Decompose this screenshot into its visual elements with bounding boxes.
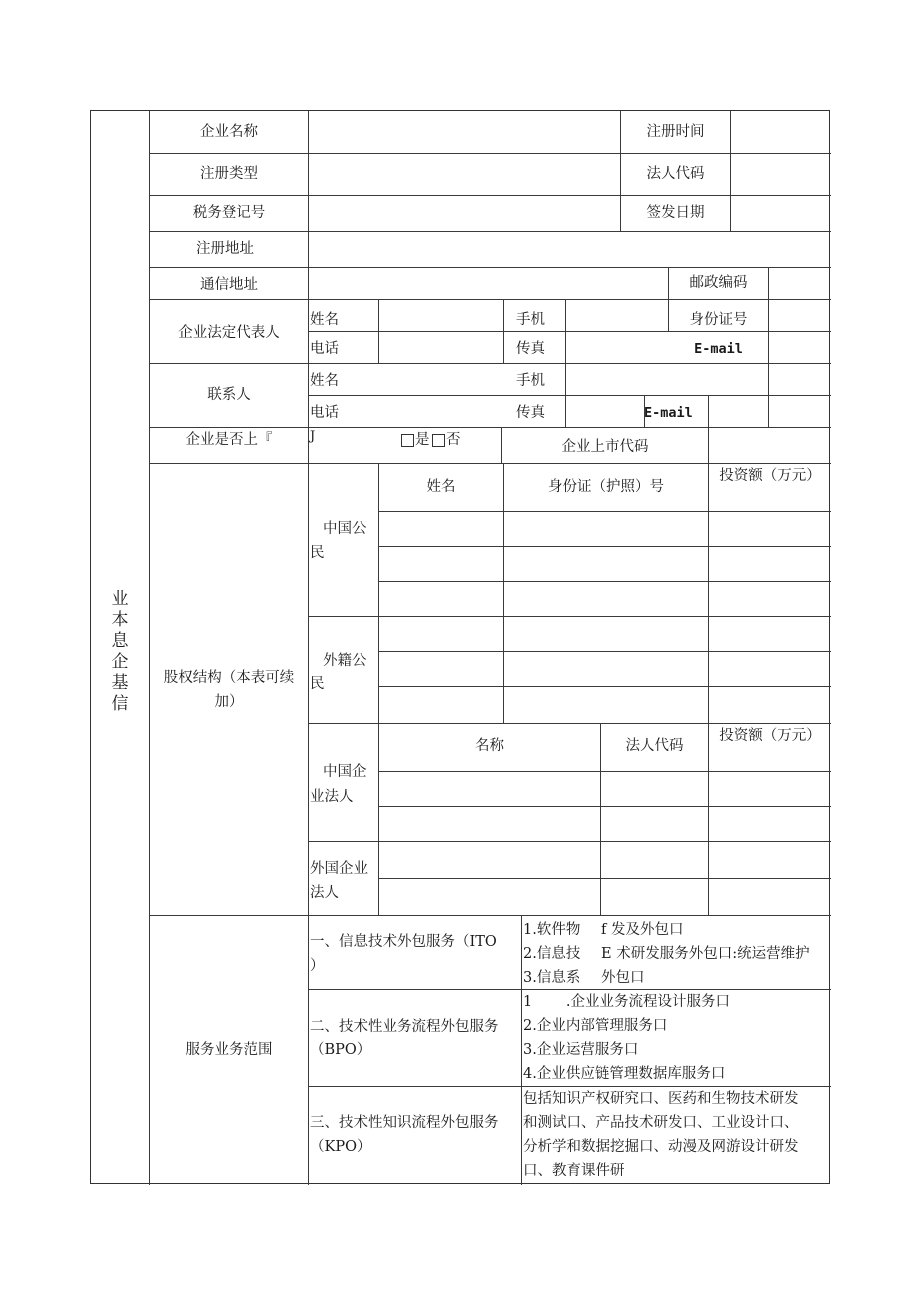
grid-line [308,616,831,617]
label-kpo-1: 三、技术性知识流程外包服务 [310,1115,499,1131]
label-equity-1: 股权结构（本表可续 [163,670,295,686]
grid-line [708,427,709,463]
kpo-item: 口、教育课件研 [523,1163,625,1179]
label-rep-fax: 传真 [516,341,545,357]
label-cn-ent-1: 中国企 [323,764,367,780]
label-postcode: 邮政编码 [689,275,748,291]
grid-line [708,463,709,915]
col-header-name: 姓名 [426,479,456,495]
label-listed: 企业是否上『 [185,432,273,448]
grid-line [149,153,831,154]
grid-line [521,915,522,1185]
label-reg-time: 注册时间 [646,124,705,140]
bpo-item: 3.企业运营服务口 [523,1042,639,1058]
bpo-item: 2.企业内部管理服务口 [523,1018,668,1034]
label-listed-yes: 是 [415,432,430,448]
grid-line [149,267,831,268]
label-rep-mobile: 手机 [516,312,545,328]
label-foreign-ent-1: 外国企业 [310,861,368,877]
label-contact-email: E-mail [644,405,693,421]
grid-line [308,989,831,990]
col-header-invest: 投资额（万元） [719,468,821,484]
label-ito-2: ） [310,958,325,974]
label-rep-id: 身份证号 [689,312,748,328]
label-cn-citizen-2: 民 [310,545,325,561]
label-service-scope: 服务业务范围 [185,1042,273,1058]
label-cn-citizen-1: 中国公 [323,521,367,537]
ito-item: 外包口 [601,970,645,986]
listed-yes-checkbox[interactable] [401,434,414,447]
grid-line [149,427,831,428]
label-contact: 联系人 [207,387,251,403]
ito-item: 3.信息系 [523,970,581,986]
grid-line [730,111,731,231]
label-rep-phone: 电话 [310,341,339,357]
grid-line [503,463,504,723]
kpo-item: 包括知识产权研究口、医药和生物技术研发 [523,1091,799,1107]
grid-line [149,231,831,232]
col-header-ent-name: 名称 [475,738,504,754]
grid-line [378,806,831,807]
ito-item: 1.软件物 [523,922,581,938]
bpo-item: 4.企业供应链管理数据库服务口 [523,1066,726,1082]
label-equity-2: 加） [214,694,244,710]
label-ito-1: 一、信息技术外包服务（ITO [310,934,497,950]
label-foreign-citizen-1: 外籍公 [323,653,367,669]
label-bpo-1: 二、技术性业务流程外包服务 [310,1019,499,1035]
label-legal-code: 法人代码 [646,166,705,182]
grid-line [378,463,379,915]
label-rep-email: E-mail [694,341,743,357]
label-reg-address: 注册地址 [196,241,254,257]
label-contact-mobile: 手机 [516,373,545,389]
label-contact-fax: 传真 [516,405,545,421]
grid-line [378,771,831,772]
col-header-id: 身份证（护照）号 [548,479,664,495]
label-rep-name: 姓名 [310,312,339,328]
label-foreign-citizen-2: 民 [310,676,325,692]
kpo-item: 和测试口、产品技术研发口、工业设计口、 [523,1115,799,1131]
grid-line [308,723,831,724]
label-contact-phone: 电话 [310,405,339,421]
section-title-vertical: 业 本 息 企 基 信 [111,589,129,714]
grid-line [149,299,831,300]
listed-no-checkbox[interactable] [432,434,445,447]
label-legal-rep: 企业法定代表人 [178,325,280,341]
grid-line [149,195,831,196]
grid-line [378,511,831,512]
grid-line [308,395,831,396]
grid-line [149,363,831,364]
label-kpo-2: （KPO） [310,1139,372,1155]
kpo-item: 分析学和数据挖掘口、动漫及网游设计研发 [523,1139,799,1155]
grid-line [308,841,831,842]
grid-line [149,111,150,1185]
label-bpo-2: （BPO） [310,1042,372,1058]
grid-line [308,331,831,332]
label-cn-ent-2: 业法人 [310,789,354,805]
label-mail-address: 通信地址 [200,277,258,293]
label-reg-type: 注册类型 [200,166,258,182]
grid-line [378,581,831,582]
grid-line [708,395,709,427]
grid-line [308,111,309,1185]
grid-line [378,878,831,879]
grid-line [378,651,831,652]
enterprise-info-form [90,110,830,1184]
ito-item: f 发及外包口 [601,922,684,938]
bpo-item: 1 .企业业务流程设计服务口 [523,994,730,1010]
ito-item: E 术研发服务外包口:统运营维护 [601,946,810,962]
label-contact-name: 姓名 [310,373,339,389]
grid-line [308,1086,831,1087]
label-listed-code: 企业上市代码 [561,439,649,455]
grid-line [768,267,769,363]
grid-line [149,463,831,464]
label-listed-no: 否 [446,432,461,448]
listed-mark: J [310,429,316,444]
label-company-name: 企业名称 [200,124,258,140]
label-tax-no: 税务登记号 [192,205,266,221]
col-header-ent-invest: 投资额（万元） [719,728,821,744]
label-issue-date: 签发日期 [646,205,705,221]
label-foreign-ent-2: 法人 [310,885,339,901]
grid-line [378,546,831,547]
ito-item: 2.信息技 [523,946,581,962]
grid-line [149,915,831,916]
grid-line [378,686,831,687]
col-header-ent-code: 法人代码 [625,738,684,754]
